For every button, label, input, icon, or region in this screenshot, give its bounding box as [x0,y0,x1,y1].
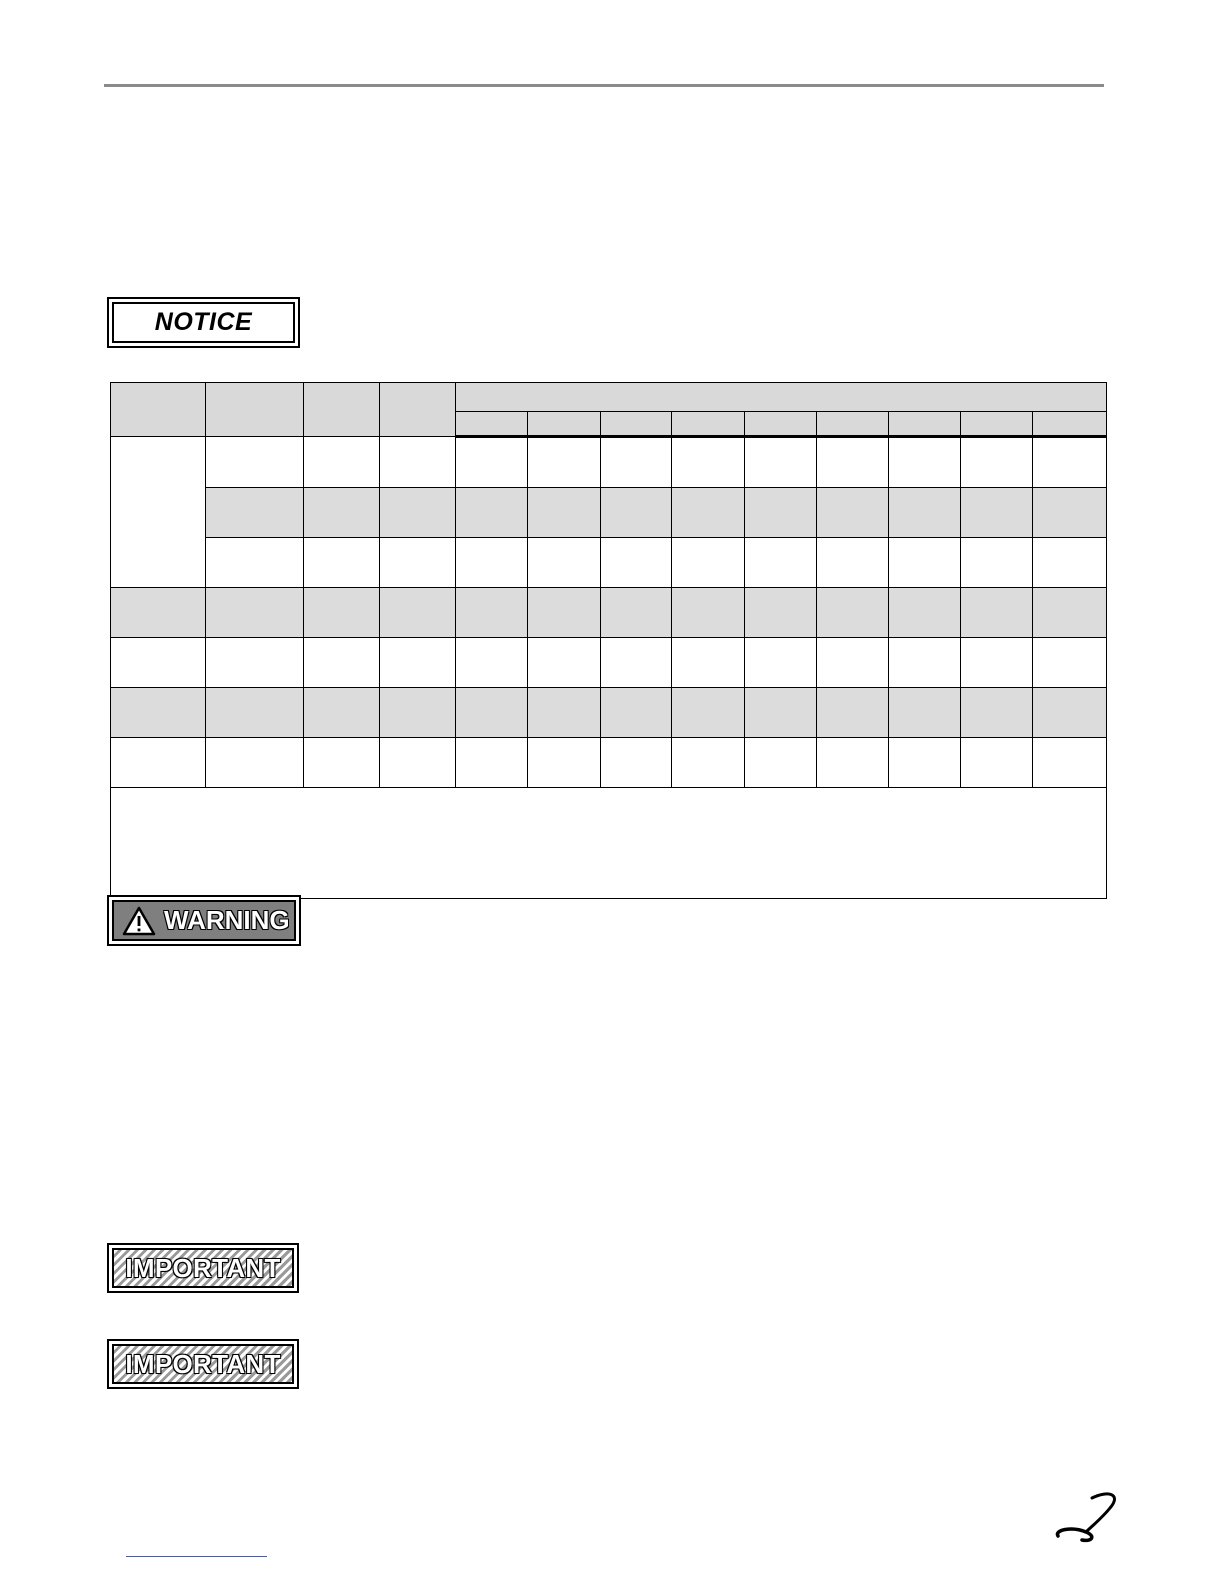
table-cell [889,538,961,588]
table-cell [528,437,601,488]
table-cell [961,688,1033,738]
table-cell [745,437,817,488]
table-cell [672,588,745,638]
table-cell [961,588,1033,638]
spec-table [110,382,1107,899]
table-cell [889,588,961,638]
subheader-cell [1033,412,1107,437]
table-cell [380,488,456,538]
table-cell [961,538,1033,588]
table-cell [304,688,380,738]
table-cell [528,488,601,538]
table-cell [745,588,817,638]
subheader-cell [745,412,817,437]
table-cell [206,488,304,538]
table-cell [111,688,206,738]
table-cell [1033,538,1107,588]
table-cell [672,688,745,738]
subheader-cell [601,412,672,437]
table-cell [206,588,304,638]
notice-label-text: NOTICE [154,308,253,336]
table-cell [1033,588,1107,638]
table-cell [111,588,206,638]
table-cell [111,437,206,588]
table-cell [601,538,672,588]
table-cell [672,538,745,588]
important-label [107,1243,299,1293]
table-cell [672,738,745,788]
header-cell [206,383,304,437]
table-cell [380,688,456,738]
table-cell [672,638,745,688]
table-cell [601,738,672,788]
warning-label [107,895,301,946]
table-note-row [111,788,1107,899]
table-cell [817,638,889,688]
table-cell [304,738,380,788]
table-row [111,638,1107,688]
table-cell [304,588,380,638]
table-cell [817,437,889,488]
subheader-cell [528,412,601,437]
table-cell [961,437,1033,488]
table-cell [304,638,380,688]
table-cell [601,488,672,538]
table-cell [745,738,817,788]
table-cell [206,738,304,788]
table-cell [601,437,672,488]
footer-link-underline[interactable] [126,1556,267,1557]
table-row [111,588,1107,638]
table-cell [206,638,304,688]
table-cell [889,488,961,538]
table-cell [528,738,601,788]
table-cell [380,538,456,588]
table-cell [817,488,889,538]
header-cell [111,383,206,437]
table-row [111,437,1107,488]
important-label-text: IMPORTANT [125,1252,281,1283]
table-cell [380,738,456,788]
table-cell [528,688,601,738]
header-cell [304,383,380,437]
table-cell [111,638,206,688]
table-cell [456,488,528,538]
table-cell [528,588,601,638]
warning-triangle-icon [122,906,156,936]
table-cell [961,638,1033,688]
subheader-cell [672,412,745,437]
table-cell [601,688,672,738]
table-cell [889,688,961,738]
table-cell [456,437,528,488]
header-rule [104,84,1104,87]
table-cell [1033,738,1107,788]
table-row [111,488,1107,538]
table-cell [456,588,528,638]
table-cell [206,538,304,588]
table-cell [889,738,961,788]
table-cell [601,638,672,688]
table-cell [456,738,528,788]
table-note-cell [111,788,1107,899]
table-cell [380,638,456,688]
table-cell [745,638,817,688]
table-cell [889,638,961,688]
table-cell [817,588,889,638]
table-cell [380,588,456,638]
table-cell [1033,638,1107,688]
table-cell [1033,437,1107,488]
table-cell [745,688,817,738]
table-cell [304,437,380,488]
subheader-cell [889,412,961,437]
table-cell [304,538,380,588]
table-cell [528,638,601,688]
table-cell [889,437,961,488]
header-cell [380,383,456,437]
table-row [111,738,1107,788]
table-cell [456,688,528,738]
table-cell [745,538,817,588]
table-cell [961,488,1033,538]
table-cell [672,488,745,538]
table-cell [601,588,672,638]
table-cell [528,538,601,588]
table-cell [817,688,889,738]
subheader-cell [456,412,528,437]
table-cell [745,488,817,538]
table-cell [1033,488,1107,538]
important-label-text: IMPORTANT [125,1348,281,1379]
table-cell [1033,688,1107,738]
table-cell [206,437,304,488]
table-cell [206,688,304,738]
table-row [111,538,1107,588]
important-label [107,1339,299,1389]
warning-label-text: WARNING [164,905,290,935]
table-cell [456,638,528,688]
table-cell [456,538,528,588]
table-header-row [111,383,1107,412]
notice-label [107,297,300,348]
table-cell [380,437,456,488]
swoosh-logo-icon [1052,1486,1120,1546]
table-cell [961,738,1033,788]
table-cell [111,738,206,788]
subheader-cell [817,412,889,437]
table-cell [672,437,745,488]
table-cell [817,538,889,588]
subheader-cell [961,412,1033,437]
table-cell [817,738,889,788]
table-row [111,688,1107,738]
table-cell [304,488,380,538]
header-group-cell [456,383,1107,412]
